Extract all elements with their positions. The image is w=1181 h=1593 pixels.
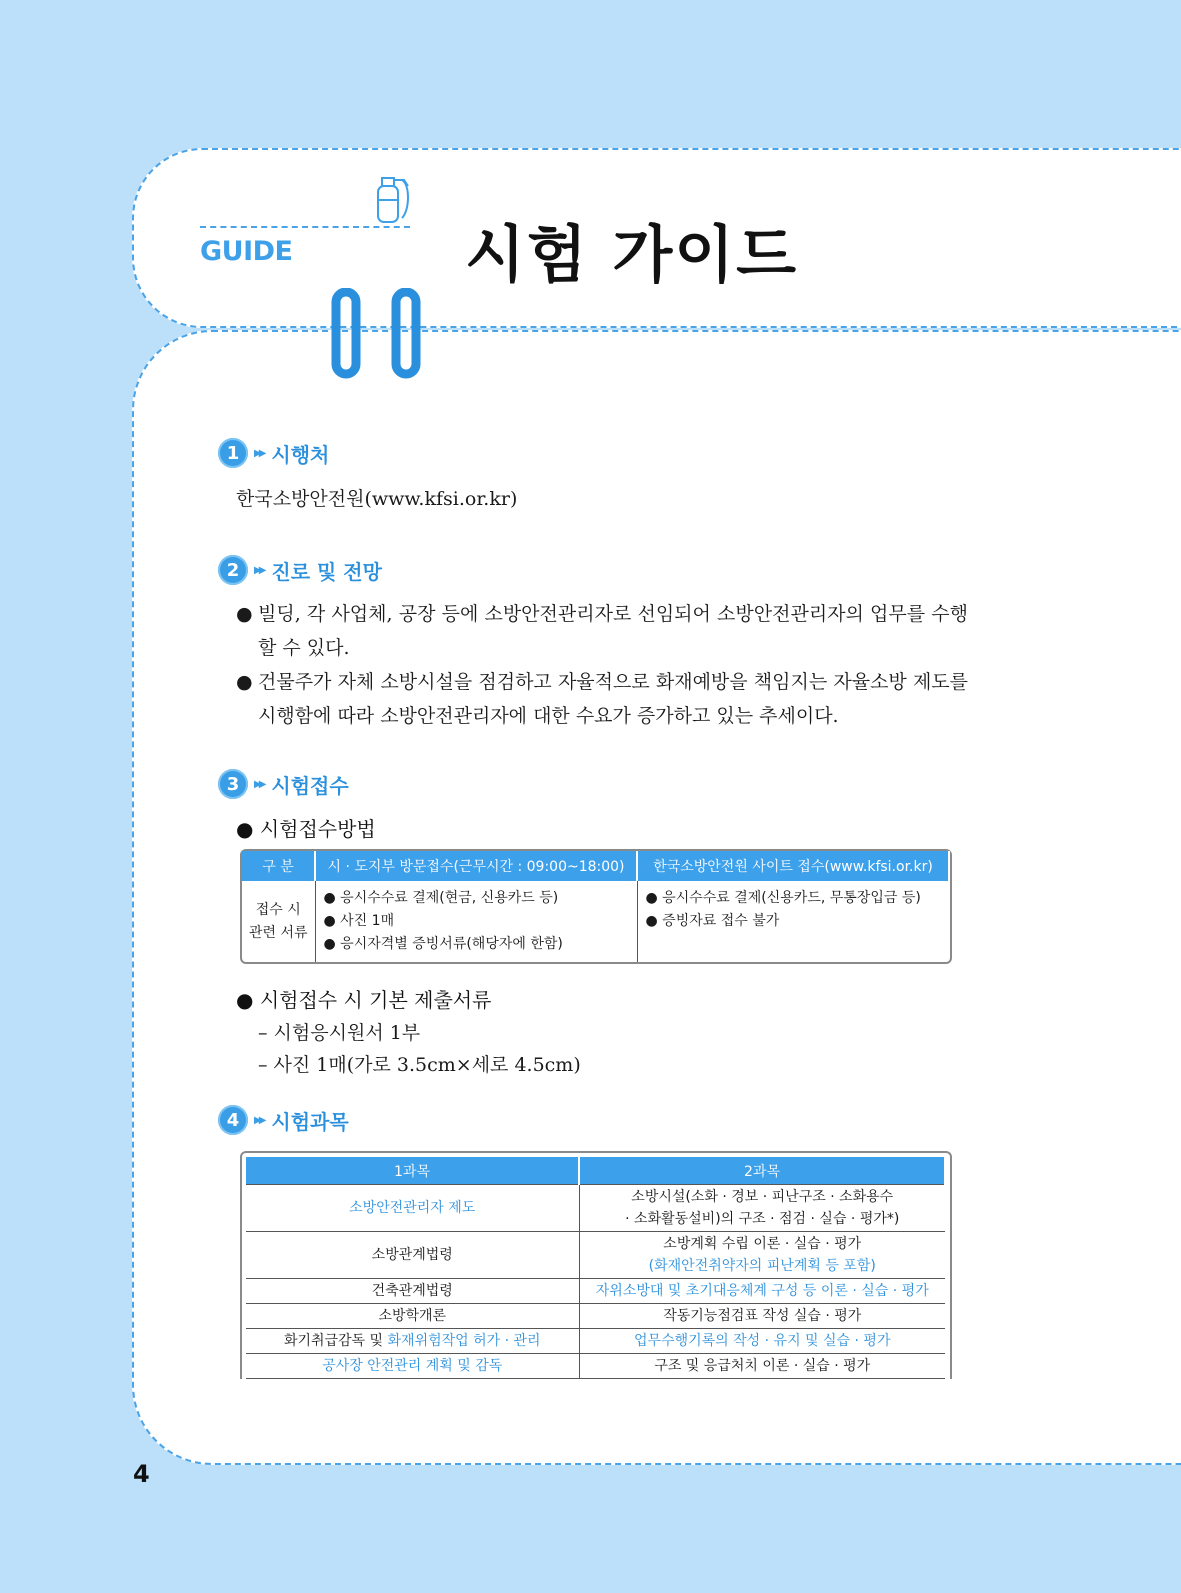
section-title: 시험과목 xyxy=(271,1109,349,1134)
section-number: 1 xyxy=(218,438,248,468)
double-arrow-icon: ▶▶ xyxy=(254,1114,264,1126)
table-cell: 작동기능점검표 작성 실습 · 평가 xyxy=(579,1304,945,1329)
section-number: 2 xyxy=(218,555,248,585)
table-row xyxy=(246,1329,945,1354)
section-number: 3 xyxy=(218,769,248,799)
section-number: 4 xyxy=(218,1105,248,1135)
table-header: 구 분 xyxy=(242,851,315,881)
table-cell: 소방학개론 xyxy=(246,1304,579,1329)
table-row xyxy=(246,1304,945,1329)
bullet-dot-icon: ● xyxy=(236,603,253,625)
doc-item: – 시험응시원서 1부 xyxy=(258,1022,421,1044)
bullet-dot-icon: ● xyxy=(236,671,253,693)
table-cell: 소방관계법령 xyxy=(246,1232,579,1279)
guide-divider xyxy=(200,226,410,228)
section-1-heading xyxy=(218,438,329,468)
table-cell: 소방안전관리자 제도 xyxy=(246,1185,579,1232)
row-label: 접수 시 관련 서류 xyxy=(242,881,315,962)
table-cell: 공사장 안전관리 계획 및 감독 xyxy=(246,1354,579,1379)
section-3-heading xyxy=(218,769,349,799)
table-cell: 소방시설(소화 · 경보 · 피난구조 · 소화용수 · 소화활동설비)의 구조 · 점검 · 실습 · 평가*) xyxy=(579,1185,945,1232)
table-cell: 화기취급감독 및 화재위험작업 허가 · 관리 xyxy=(246,1329,579,1354)
section-title: 시험접수 xyxy=(271,773,349,798)
bullet-item: ● 건물주가 자체 소방시설을 점검하고 자율적으로 화재예방을 책임지는 자율소방 제도를 시행함에 따라 소방안전관리자에 대한 수요가 증가하고 있는 추세이다. xyxy=(258,665,968,733)
table-cell: ● 응시수수료 결제(현금, 신용카드 등) ● 사진 1매 ● 응시자격별 증빙서류(해당자에 한함) xyxy=(315,881,637,962)
section-title: 진로 및 전망 xyxy=(271,559,382,584)
table-header: 1과목 xyxy=(246,1157,579,1185)
page-number: 4 xyxy=(133,1460,150,1488)
binder-rings-icon xyxy=(330,288,422,380)
guide-label: GUIDE xyxy=(200,236,293,267)
page-title: 시험 가이드 xyxy=(465,218,799,291)
table-cell: 소방계획 수립 이론 · 실습 · 평가 (화재안전취약자의 피난계획 등 포함) xyxy=(579,1232,945,1279)
table-cell: 자위소방대 및 초기대응체계 구성 등 이론 · 실습 · 평가 xyxy=(579,1279,945,1304)
table-row xyxy=(246,1279,945,1304)
table-header: 2과목 xyxy=(579,1157,945,1185)
docs-label: ● 시험접수 시 기본 제출서류 xyxy=(236,988,492,1012)
subjects-table xyxy=(240,1151,952,1379)
application-table xyxy=(240,849,952,964)
section-4-heading xyxy=(218,1105,349,1135)
table-row xyxy=(246,1185,945,1232)
double-arrow-icon: ▶▶ xyxy=(254,778,264,790)
table-header: 한국소방안전원 사이트 접수(www.kfsi.or.kr) xyxy=(637,851,949,881)
table-header: 시 · 도지부 방문접수(근무시간 : 09:00~18:00) xyxy=(315,851,637,881)
double-arrow-icon: ▶▶ xyxy=(254,447,264,459)
organizer-text: 한국소방안전원(www.kfsi.or.kr) xyxy=(236,488,518,510)
table-cell: ● 응시수수료 결제(신용카드, 무통장입금 등) ● 증빙자료 접수 불가 xyxy=(645,890,921,929)
table-row xyxy=(246,1232,945,1279)
bullet-item: ● 빌딩, 각 사업체, 공장 등에 소방안전관리자로 선임되어 소방안전관리자의 업무를 수행할 수 있다. xyxy=(258,597,968,665)
section-2-heading xyxy=(218,555,382,585)
section-title: 시행처 xyxy=(271,442,330,467)
doc-item: – 사진 1매(가로 3.5cm×세로 4.5cm) xyxy=(258,1054,581,1076)
table-row xyxy=(246,1354,945,1379)
table-cell: 업무수행기록의 작성 · 유지 및 실습 · 평가 xyxy=(579,1329,945,1354)
double-arrow-icon: ▶▶ xyxy=(254,564,264,576)
table-cell: 구조 및 응급처치 이론 · 실습 · 평가 xyxy=(579,1354,945,1379)
method-label: ● 시험접수방법 xyxy=(236,817,376,841)
fire-extinguisher-icon xyxy=(372,170,412,226)
table-cell: 건축관계법령 xyxy=(246,1279,579,1304)
